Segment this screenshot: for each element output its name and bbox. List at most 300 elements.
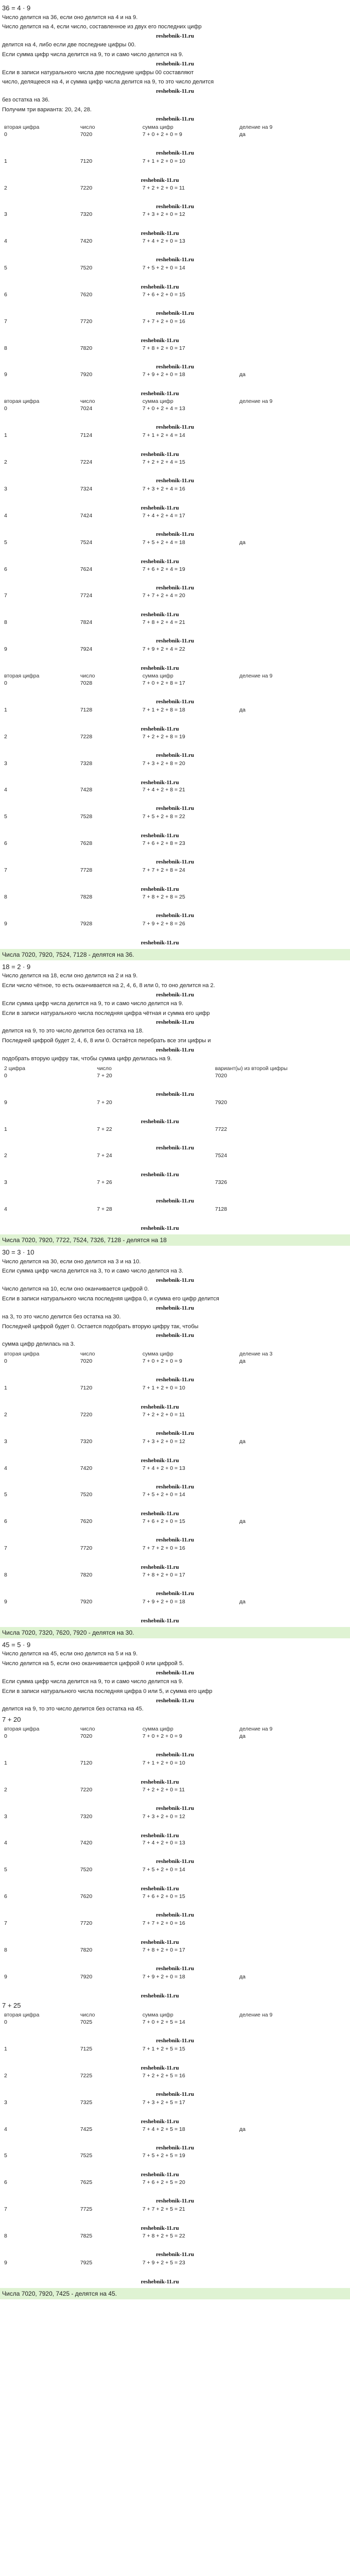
table-cell: 9 — [4, 920, 7, 927]
watermark-row — [2, 1403, 348, 1411]
table-cell: 7 + 3 + 2 + 5 = 17 — [142, 2099, 185, 2106]
table-cell: 0 — [4, 1733, 7, 1740]
table-cell: 7828 — [80, 893, 93, 900]
watermark: reshebnik-11.ru — [155, 912, 195, 919]
table-row — [2, 646, 348, 665]
table-cell — [237, 867, 348, 886]
table-row — [2, 2126, 348, 2145]
watermark-row — [2, 1457, 348, 1465]
table-row — [2, 1759, 348, 1778]
table-row — [2, 2019, 348, 2038]
table-row — [2, 1893, 348, 1912]
table-row — [2, 619, 348, 638]
table-cell: 7 + 5 + 2 + 0 = 14 — [142, 1492, 185, 1498]
table-cell: да — [239, 1973, 246, 1980]
digit-table — [2, 398, 348, 672]
table-cell: 7025 — [80, 2019, 93, 2026]
section-heading: 36 = 4 · 9 — [2, 4, 31, 12]
table-cell: 7928 — [80, 920, 93, 927]
table-cell: 7 + 7 + 2 + 0 = 16 — [142, 318, 185, 325]
table-cell: 5 — [4, 1867, 7, 1873]
column-header: вторая цифра — [4, 672, 40, 679]
table-cell: 4 — [4, 787, 7, 793]
table-cell: 7 + 9 + 2 + 8 = 26 — [142, 920, 185, 927]
watermark: reshebnik-11.ru — [141, 1404, 179, 1411]
table-row — [2, 1866, 348, 1885]
watermark-row — [2, 886, 348, 893]
table-header — [2, 398, 348, 405]
table-cell: 7 + 4 + 2 + 0 = 13 — [142, 1840, 185, 1846]
watermark: reshebnik-11.ru — [141, 779, 179, 786]
table-cell: 7225 — [80, 2072, 93, 2079]
watermark-cell — [2, 939, 348, 947]
table-row — [2, 840, 348, 859]
column-header: вторая цифра — [4, 1351, 40, 1358]
table-cell — [237, 405, 348, 424]
table-cell: 7728 — [80, 867, 93, 873]
table-cell — [237, 1491, 348, 1510]
table-cell — [237, 2072, 348, 2091]
table-row — [2, 1411, 348, 1430]
table-row — [2, 318, 348, 337]
table-cell: 9 — [4, 371, 7, 378]
table-cell: 7820 — [80, 345, 93, 351]
table-cell: 7720 — [80, 1920, 93, 1926]
watermark: reshebnik-11.ru — [155, 2198, 195, 2205]
watermark-cell — [2, 1752, 348, 1759]
watermark: reshebnik-11.ru — [155, 424, 195, 431]
column-header: деление на 9 — [239, 124, 273, 130]
table-cell: 1 — [4, 706, 7, 713]
table-row — [2, 1786, 348, 1805]
table-cell: 7 + 2 + 2 + 0 = 11 — [142, 1411, 185, 1418]
table-cell — [237, 2152, 348, 2171]
table-row — [2, 1920, 348, 1939]
column-header: деление на 3 — [239, 1351, 273, 1358]
watermark-cell — [2, 424, 348, 432]
watermark-cell — [2, 283, 348, 291]
watermark: reshebnik-11.ru — [141, 451, 179, 458]
watermark-row — [2, 390, 348, 398]
watermark-row — [2, 2064, 348, 2072]
table-cell: 1 — [4, 1759, 7, 1766]
table-cell — [237, 2099, 348, 2118]
watermark-cell — [2, 1118, 348, 1126]
watermark-cell — [2, 204, 348, 211]
table-cell: 2 — [4, 459, 7, 466]
watermark-row — [2, 2171, 348, 2179]
watermark: reshebnik-11.ru — [155, 2144, 195, 2151]
table-cell: 7820 — [80, 1572, 93, 1578]
column-header: число — [97, 1065, 112, 1072]
section-heading: 18 = 2 · 9 — [2, 962, 31, 971]
table-cell: 7 + 2 + 2 + 0 = 11 — [142, 1786, 185, 1793]
watermark: reshebnik-11.ru — [155, 1590, 195, 1597]
table-row — [2, 1518, 348, 1537]
watermark-row — [2, 725, 348, 733]
table-cell: 6 — [4, 840, 7, 847]
watermark-row — [2, 1752, 348, 1759]
table-cell: 7 + 3 + 2 + 4 = 16 — [142, 485, 185, 492]
paragraph: Последней цифрой будет 2, 4, 6, 8 или 0. Остаётся перебрать все эти цифры и — [2, 1038, 211, 1044]
watermark: reshebnik-11.ru — [141, 612, 179, 618]
watermark-row — [2, 558, 348, 566]
watermark-row — [2, 177, 348, 184]
table-cell — [237, 840, 348, 859]
table-cell: 7524 — [215, 1153, 227, 1159]
watermark-row — [2, 1858, 348, 1866]
table-row — [2, 485, 348, 504]
watermark: reshebnik-11.ru — [141, 2225, 179, 2232]
table-cell: 7428 — [80, 787, 93, 793]
table-cell: 7520 — [80, 265, 93, 272]
watermark: reshebnik-11.ru — [155, 1912, 195, 1919]
watermark-cell — [2, 665, 348, 672]
watermark-cell — [2, 1805, 348, 1813]
paragraph: Если сумма цифр числа делится на 9, то и само число делится на 9. — [2, 51, 184, 58]
watermark: reshebnik-11.ru — [155, 203, 195, 210]
watermark-cell — [2, 2038, 348, 2045]
table-cell: 7 + 0 + 2 + 5 = 14 — [142, 2019, 185, 2026]
watermark: reshebnik-11.ru — [155, 60, 195, 67]
table-cell: 7624 — [80, 566, 93, 572]
table-cell — [237, 760, 348, 779]
watermark: reshebnik-11.ru — [155, 1670, 195, 1676]
sub-heading: 7 + 20 — [2, 1716, 21, 1724]
watermark-cell — [2, 1564, 348, 1571]
watermark-cell — [2, 2278, 348, 2286]
table-cell — [237, 345, 348, 364]
table-row — [2, 1206, 348, 1225]
table-cell — [237, 920, 348, 939]
watermark: reshebnik-11.ru — [141, 1939, 179, 1945]
watermark-row — [2, 2145, 348, 2153]
watermark: reshebnik-11.ru — [155, 1277, 195, 1284]
watermark: reshebnik-11.ru — [155, 638, 195, 645]
paragraph: Если в записи натурального числа последняя цифра 0, и сумма его цифр делится — [2, 1296, 219, 1302]
watermark: reshebnik-11.ru — [141, 2278, 179, 2285]
watermark-row — [2, 665, 348, 672]
table-row — [2, 786, 348, 805]
table-cell: 6 — [4, 1518, 7, 1525]
table-cell: да — [239, 371, 246, 378]
table-cell: 3 — [4, 760, 7, 767]
result-line: Числа 7020, 7920, 7722, 7524, 7326, 7128 - делятся на 18 — [0, 1234, 350, 1246]
table-row — [2, 893, 348, 912]
table-cell: 7824 — [80, 619, 93, 626]
result-line: Числа 7020, 7320, 7620, 7920 - делятся на 30. — [0, 1627, 350, 1638]
table-cell — [237, 2045, 348, 2064]
watermark-row — [2, 1885, 348, 1893]
column-header: число — [80, 1351, 95, 1358]
table-cell: 7620 — [80, 1893, 93, 1900]
table-cell: 7 + 1 + 2 + 0 = 10 — [142, 1759, 185, 1766]
watermark-row — [2, 364, 348, 371]
paragraph: Число делится на 36, если оно делится на 4 и на 9. — [2, 14, 138, 21]
watermark-row — [2, 1430, 348, 1438]
watermark: reshebnik-11.ru — [141, 665, 179, 672]
column-header: вторая цифра — [4, 124, 40, 130]
table-row — [2, 1598, 348, 1617]
table-cell — [237, 1384, 348, 1403]
table-row — [2, 2045, 348, 2064]
table-cell: 7 + 4 + 2 + 0 = 13 — [142, 238, 185, 245]
watermark-row — [2, 2251, 348, 2259]
watermark-cell — [2, 177, 348, 184]
watermark-row — [2, 451, 348, 459]
watermark-row — [2, 912, 348, 920]
watermark-row — [2, 204, 348, 211]
watermark-row — [2, 1198, 348, 1206]
table-cell: 7924 — [80, 646, 93, 653]
table-row — [2, 131, 348, 150]
column-header: число — [80, 398, 95, 405]
table-cell — [237, 893, 348, 912]
table-cell: 7 + 8 + 2 + 0 = 17 — [142, 345, 185, 351]
table-header — [2, 1350, 348, 1358]
watermark-cell — [2, 1912, 348, 1920]
table-cell: 4 — [4, 238, 7, 245]
paragraph: делится на 9, то это число делится без остатка на 18. — [2, 1028, 144, 1035]
table-row — [2, 566, 348, 585]
table-row — [2, 1813, 348, 1832]
watermark: reshebnik-11.ru — [155, 1304, 195, 1311]
watermark: reshebnik-11.ru — [141, 1832, 179, 1839]
watermark-cell — [2, 1590, 348, 1598]
table-cell: да — [239, 2126, 246, 2132]
column-header: 2 цифра — [4, 1065, 25, 1072]
table-cell — [237, 485, 348, 504]
table-cell: 4 — [4, 2126, 7, 2132]
watermark: reshebnik-11.ru — [155, 805, 195, 812]
watermark-cell — [2, 1091, 348, 1099]
table-cell — [237, 432, 348, 451]
watermark-cell — [2, 1484, 348, 1492]
watermark-row — [2, 2038, 348, 2045]
table-cell: 7220 — [80, 1411, 93, 1418]
table-cell — [237, 813, 348, 832]
table-cell: 7920 — [80, 371, 93, 378]
watermark-row — [2, 257, 348, 264]
column-header: деление на 9 — [239, 2012, 273, 2019]
table-cell — [237, 1786, 348, 1805]
table-row — [2, 1465, 348, 1484]
table-cell — [237, 318, 348, 337]
watermark: reshebnik-11.ru — [141, 504, 179, 511]
watermark: reshebnik-11.ru — [155, 531, 195, 537]
table-cell: 7 + 9 + 2 + 0 = 18 — [142, 1598, 185, 1605]
watermark-row — [2, 310, 348, 318]
table-cell: 7 + 20 — [97, 1099, 112, 1106]
watermark: reshebnik-11.ru — [155, 1377, 195, 1383]
table-row — [2, 1099, 348, 1118]
watermark-cell — [2, 638, 348, 646]
watermark: reshebnik-11.ru — [141, 177, 179, 183]
table-cell: 7 + 4 + 2 + 4 = 17 — [142, 512, 185, 519]
watermark-cell — [2, 558, 348, 566]
table-cell: 7 + 8 + 2 + 8 = 25 — [142, 893, 185, 900]
watermark-row — [2, 424, 348, 432]
table-cell: 7725 — [80, 2206, 93, 2213]
watermark: reshebnik-11.ru — [141, 2118, 179, 2125]
watermark-row — [2, 638, 348, 646]
section-heading: 30 = 3 · 10 — [2, 1248, 34, 1257]
watermark: reshebnik-11.ru — [155, 1332, 195, 1339]
column-header: вариант(ы) из второй цифры — [215, 1065, 288, 1072]
digit-table — [2, 2011, 348, 2286]
table-cell: 7 + 7 + 2 + 5 = 21 — [142, 2206, 185, 2213]
watermark-cell — [2, 1992, 348, 2000]
table-row — [2, 2259, 348, 2278]
table-header — [2, 1725, 348, 1733]
paragraph: Если в записи натурального числа последняя цифра 0 или 5, и сумма его цифр — [2, 1688, 213, 1694]
table-cell: 7 — [4, 2206, 7, 2213]
watermark: reshebnik-11.ru — [155, 1483, 195, 1490]
table-cell: 7 + 1 + 2 + 0 = 10 — [142, 158, 185, 164]
table-cell: 7 + 0 + 2 + 0 = 9 — [142, 131, 182, 138]
table-cell: 7 + 6 + 2 + 8 = 23 — [142, 840, 185, 847]
table-cell: 7 + 9 + 2 + 5 = 23 — [142, 2259, 185, 2266]
table-row — [2, 813, 348, 832]
watermark-cell — [2, 912, 348, 920]
table-cell: 2 — [4, 184, 7, 191]
table-cell: 7920 — [80, 1973, 93, 1980]
watermark-row — [2, 585, 348, 592]
table-row — [2, 2072, 348, 2091]
table-cell: 4 — [4, 512, 7, 519]
table-row — [2, 291, 348, 310]
watermark-cell — [2, 2064, 348, 2072]
watermark: reshebnik-11.ru — [155, 2038, 195, 2044]
watermark-row — [2, 1939, 348, 1946]
table-cell: 7528 — [80, 814, 93, 820]
table-row — [2, 184, 348, 204]
table-row — [2, 432, 348, 451]
watermark-cell — [2, 451, 348, 459]
table-cell: 7028 — [80, 680, 93, 687]
table-cell — [237, 619, 348, 638]
watermark: reshebnik-11.ru — [141, 1118, 179, 1125]
watermark: reshebnik-11.ru — [141, 2065, 179, 2072]
table-cell: 7 + 9 + 2 + 0 = 18 — [142, 1973, 185, 1980]
table-cell: 7820 — [80, 1946, 93, 1953]
table-header — [2, 672, 348, 680]
table-cell — [237, 1545, 348, 1564]
table-cell: 7 + 6 + 2 + 5 = 20 — [142, 2179, 185, 2186]
paragraph: делится на 9, то это число делится без остатка на 45. — [2, 1706, 144, 1713]
watermark: reshebnik-11.ru — [141, 1564, 179, 1571]
table-cell: 7020 — [215, 1072, 227, 1079]
table-row — [2, 1973, 348, 1992]
watermark-cell — [2, 337, 348, 345]
table-cell: 6 — [4, 566, 7, 572]
watermark-row — [2, 1118, 348, 1126]
watermark-cell — [2, 859, 348, 867]
table-cell: 7620 — [80, 291, 93, 298]
table-cell: да — [239, 1733, 246, 1740]
watermark: reshebnik-11.ru — [155, 699, 195, 705]
table-cell — [237, 646, 348, 665]
watermark-row — [2, 1484, 348, 1492]
table-cell: 7020 — [80, 131, 93, 138]
watermark: reshebnik-11.ru — [155, 1091, 195, 1097]
watermark-row — [2, 859, 348, 867]
watermark-cell — [2, 1778, 348, 1786]
table-cell: 1 — [4, 1126, 7, 1132]
table-cell: 7 + 2 + 2 + 0 = 11 — [142, 184, 185, 191]
watermark: reshebnik-11.ru — [155, 2251, 195, 2258]
table-cell: 7 + 5 + 2 + 4 = 18 — [142, 539, 185, 546]
watermark-cell — [2, 699, 348, 706]
watermark-row — [2, 1912, 348, 1920]
table-cell: 3 — [4, 485, 7, 492]
watermark: reshebnik-11.ru — [155, 1805, 195, 1811]
paragraph: сумма цифр делилась на 3. — [2, 1341, 75, 1348]
watermark-row — [2, 1225, 348, 1232]
table-cell: 7720 — [80, 318, 93, 325]
watermark: reshebnik-11.ru — [155, 149, 195, 156]
watermark: reshebnik-11.ru — [155, 1697, 195, 1704]
table-cell: 7328 — [80, 760, 93, 767]
watermark-cell — [2, 1858, 348, 1866]
table-cell: 7 + 7 + 2 + 8 = 24 — [142, 867, 185, 873]
table-cell: 7 + 3 + 2 + 0 = 12 — [142, 211, 185, 218]
watermark: reshebnik-11.ru — [141, 1617, 179, 1624]
watermark: reshebnik-11.ru — [141, 337, 179, 344]
table-cell — [237, 1866, 348, 1885]
watermark-row — [2, 779, 348, 787]
table-row — [2, 920, 348, 939]
column-header: вторая цифра — [4, 1725, 40, 1732]
watermark-row — [2, 504, 348, 512]
table-cell: 7 + 5 + 2 + 0 = 14 — [142, 265, 185, 272]
table-cell: 9 — [4, 2259, 7, 2266]
table-cell: 7 + 3 + 2 + 0 = 12 — [142, 1813, 185, 1820]
table-row — [2, 680, 348, 699]
table-cell: 7 + 7 + 2 + 0 = 16 — [142, 1545, 185, 1552]
table-cell — [237, 2019, 348, 2038]
watermark: reshebnik-11.ru — [155, 257, 195, 263]
watermark-cell — [2, 886, 348, 893]
watermark: reshebnik-11.ru — [141, 558, 179, 565]
watermark-row — [2, 150, 348, 158]
paragraph: Если число чётное, то есть оканчивается на 2, 4, 6, 8 или 0, то оно делится на 2. — [2, 982, 215, 989]
table-cell: 7 — [4, 592, 7, 599]
table-cell: 7825 — [80, 2232, 93, 2239]
table-cell — [237, 184, 348, 204]
watermark: reshebnik-11.ru — [155, 859, 195, 866]
table-cell: 7 + 0 + 2 + 8 = 17 — [142, 680, 185, 687]
digit-table — [2, 1725, 348, 2000]
watermark: reshebnik-11.ru — [155, 584, 195, 591]
watermark-cell — [2, 805, 348, 813]
watermark-cell — [2, 478, 348, 485]
watermark-cell — [2, 585, 348, 592]
watermark-cell — [2, 1832, 348, 1840]
table-cell — [237, 1893, 348, 1912]
table-cell: 7 — [4, 318, 7, 325]
table-cell: 5 — [4, 2153, 7, 2159]
watermark-cell — [2, 230, 348, 238]
table-cell: 0 — [4, 131, 7, 138]
table-cell: 7 + 1 + 2 + 5 = 15 — [142, 2046, 185, 2053]
table-cell — [237, 459, 348, 478]
table-cell: 7024 — [80, 405, 93, 412]
watermark: reshebnik-11.ru — [141, 1886, 179, 1892]
watermark-row — [2, 478, 348, 485]
table-cell: 7 + 8 + 2 + 0 = 17 — [142, 1946, 185, 1953]
watermark: reshebnik-11.ru — [141, 1172, 179, 1178]
